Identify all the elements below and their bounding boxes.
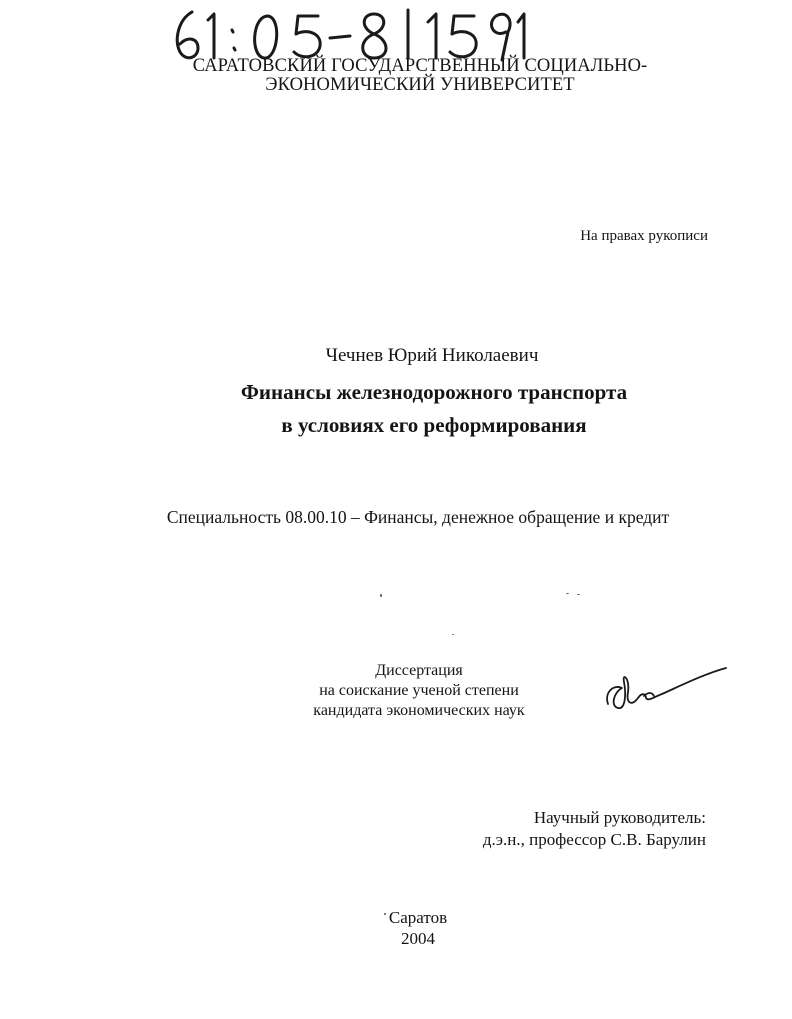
specialty-line: Специальность 08.00.10 – Финансы, денежное обращение и кредит [166,507,670,527]
manuscript-note: На правах рукописи [580,228,708,244]
university-name-line2: ЭКОНОМИЧЕСКИЙ УНИВЕРСИТЕТ [265,75,575,95]
city: Саратов [388,908,448,927]
scan-speck [384,913,386,915]
supervisor-label: Научный руководитель: [533,808,706,827]
supervisor-name: д.э.н., профессор С.В. Барулин [482,830,706,849]
scan-speck [577,594,580,595]
scan-speck [566,593,569,594]
thesis-title-line1: Финансы железнодорожного транспорта [240,380,628,404]
handwritten-signature [600,662,730,718]
scan-speck [380,594,382,597]
dissertation-degree-line: на соискание ученой степени [319,682,519,699]
author-name: Чечнев Юрий Николаевич [325,345,539,366]
year: 2004 [401,929,435,948]
dissertation-label: Диссертация [375,662,463,679]
dissertation-field-line: кандидата экономических наук [313,702,525,719]
scan-speck [452,634,454,635]
university-name-line1: САРАТОВСКИЙ ГОСУДАРСТВЕННЫЙ СОЦИАЛЬНО- [192,56,648,76]
thesis-title-line2: в условиях его реформирования [281,413,587,437]
